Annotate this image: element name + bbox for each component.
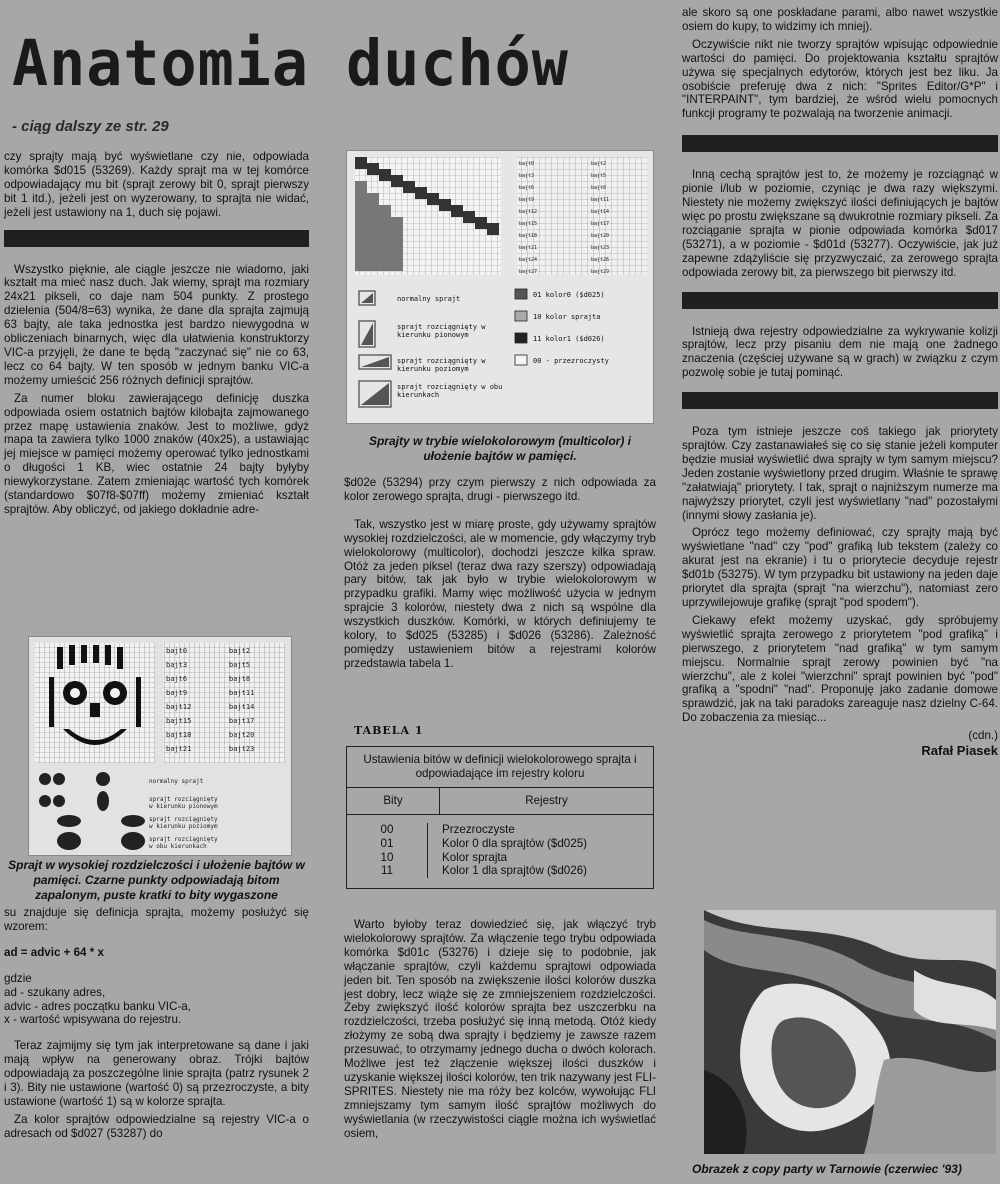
svg-text:bajt8: bajt8	[591, 185, 607, 191]
photo-image	[704, 910, 996, 1154]
svg-text:bajt6: bajt6	[519, 185, 535, 191]
svg-text:bajt2: bajt2	[229, 647, 251, 655]
figure-multicolor-sprite	[346, 150, 654, 424]
svg-text:bajt17: bajt17	[229, 717, 255, 725]
paragraph: Wszystko pięknie, ale ciągle jeszcze nie wiadomo, jaki kształt ma mieć nasz duch. Jak wiemy, sprajt ma rozmiary 24x21 pikseli, co daje nam 504 punkty. Z prostego dzielenia (504/8=63) wynika, że dane dla sprajta zajmują 63 bajty, ale taka jednostka jest bardzo niewygodna w obliczeniach binarnych, więc dla ułatwienia konstruktorzy VIC-a przyjęli, że dane te będą "zaczynać się" nie co 63, lecz co 64 bajty. W ten sposób w jednym banku VIC-a możemy umieścić 256 różnych definicji sprajtów.	[4, 262, 309, 387]
section-divider	[682, 392, 998, 409]
definition-label: gdzie	[4, 971, 32, 985]
paragraph: ale skoro są one poskładane parami, albo nawet wszystkie osiem do kupy, to widzimy ich mniej).	[682, 6, 998, 33]
svg-text:bajt20: bajt20	[591, 233, 610, 239]
section-divider	[682, 135, 998, 152]
legend-label: sprajt rozciągnięty w obu kierunkach	[397, 383, 503, 400]
paragraph: su znajduje się definicja sprajta, możemy posłużyć się wzorem:	[4, 906, 309, 933]
continued-note: (cdn.)	[968, 729, 998, 743]
svg-text:sprajt rozciągnięty: sprajt rozciągnięty	[149, 816, 218, 823]
figure-hires-sprite	[28, 636, 292, 856]
bits-legend-label: 10 kolor sprajta	[533, 313, 601, 321]
paragraph: Tak, wszystko jest w miarę proste, gdy używamy sprajtów wysokiej rozdzielczości, ale w momencie, gdy włączymy tryb wielokolorowy (multicolor), dochodzi jeszcze kilka spraw. Otóż za jeden piksel (teraz dwa razy szerszy) odpowiadają pary bitów, tak jak było w trybie wielokolorowym w przypadku grafiki. Mamy więc możliwość użycia w jednym sprajcie 3 kolorów, niestety dwa z nich są wspólne dla wszystkich duszków. Komórki, w których definiujemy te kolory, to $d025 (53285) i $d026 (53286). Zależność pomiędzy ustawieniem bitów a rejestrami kolorów przedstawia tabela 1.	[344, 517, 656, 670]
paragraph: Oprócz tego możemy definiować, czy sprajty mają być wyświetlane "nad" czy "pod" grafiką lub tekstem (zależy co akurat jest na ekranie) i tu o priorytecie decyduje rejestr $d01b (53275). W tym przypadku bit ustawiony na jeden daje priorytet dla sprajta (sprajt "na wierzchu"), natomiast zero uprzywilejowuje grafikę (sprajt "pod spodem").	[682, 526, 998, 609]
svg-text:bajt18: bajt18	[519, 233, 538, 239]
paragraph: Oczywiście nikt nie tworzy sprajtów wpisując odpowiednie wartości do pamięci. Do projektowania kształtu sprajtów używa się specjalnych edytorów, których jest bez liku. Ja osobiście preferuję dwa z nich: "Sprites Editor/G*P" i "INTERPAINT", tym bardziej, że wśród wielu pomocnych funkcji programy te pozwalają na tworzenie animacji.	[682, 37, 998, 121]
svg-text:bajt12: bajt12	[166, 703, 192, 711]
bits-legend-label: 11 kolor1 ($d026)	[533, 335, 605, 343]
svg-text:bajt24: bajt24	[519, 257, 538, 263]
svg-text:bajt15: bajt15	[519, 221, 538, 227]
paragraph: Inną cechą sprajtów jest to, że możemy je rozciągnąć w pionie i/lub w poziomie, czyniąc je dwa razy większymi. Niestety nie możemy zwiększyć ilości definiujących je bajtów więc po prostu zwiększane są dwukrotnie rozmiary pikseli. Za rozciąganie sprajta w pionie odpowiada komórka $d017 (53271), a w poziomie - $d01d (53277). Oczywiście, jak już zapewne zdążyliście się przyzwyczaić, za zerowego sprajta odpowiada zerowy bit, za pierwszego bit pierwszy itd.	[682, 168, 998, 279]
formula: ad = advic + 64 * x	[4, 945, 104, 959]
photo-caption: Obrazek z copy party w Tarnowie (czerwiec '93)	[692, 1162, 962, 1176]
bits-legend-label: 01 kolor0 ($d025)	[533, 291, 605, 299]
legend-label: sprajt rozciągnięty w kierunku pionowym	[397, 323, 486, 340]
svg-text:bajt5: bajt5	[229, 661, 251, 669]
subtitle: - ciąg dalszy ze str. 29	[12, 118, 169, 135]
svg-text:bajt5: bajt5	[591, 173, 607, 179]
table-cell: 10	[380, 850, 394, 864]
paragraph: Za numer bloku zawierającego definicję duszka odpowiada osiem ostatnich bajtów kilobajta zajmowanego przez mapę ustawienia znaków. Jest to możliwe, gdyż mapa ta zawiera tylko 1000 znaków (40x25), a ustawiając jej miejsce w pamięci możemy operować tylko jednostkami o długości 1 KB, wiec ostatnie 24 bajty byłyby niewykorzystane. Zatem zmieniając wartość tych komórek (standardowo $07f8-$07ff) możemy zmieniać kształt sprajtów. Aby obliczyć, od jakiego dokładnie adre-	[4, 391, 309, 516]
svg-text:normalny sprajt: normalny sprajt	[149, 778, 204, 785]
paragraph: Teraz zajmijmy się tym jak interpretowane są dane i jaki mają wpływ na generowany obraz. Trójki bajtów odpowiadają za poszczególne linie sprajta (patrz rysunek 2 i 3). Bity nie ustawione (wartość 0) są przezroczyste, a bity ustawione (wartość 1) są w kolorze sprajta.	[4, 1039, 309, 1108]
table-cell: 01	[380, 836, 394, 850]
svg-text:bajt14: bajt14	[229, 703, 255, 711]
section-divider	[682, 292, 998, 309]
section-divider	[4, 230, 309, 247]
svg-text:bajt9: bajt9	[519, 197, 535, 203]
svg-text:bajt15: bajt15	[166, 717, 192, 725]
definition-line: x - wartość wpisywana do rejestru.	[4, 1013, 182, 1027]
svg-text:bajt21: bajt21	[166, 745, 192, 753]
paragraph: $d02e (53294) przy czym pierwszy z nich odpowiada za kolor zerowego sprajta, drugi - pierwszego itd.	[344, 476, 656, 503]
paragraph: Poza tym istnieje jeszcze coś takiego jak priorytety sprajtów. Czy zastanawiałeś się co się stanie jeżeli komputer będzie musiał wyświetlić dwa sprajty w tym samym miejscu? Jeden zostanie wyświetlony przed drugim. Właśnie te sprawę "załatwiają" priorytety. I tak, sprajt o najniższym numerze ma najwyższy priorytet, czyli jest wyświetlany "nad" pozostałymi (innymi słowy zasłania je).	[682, 425, 998, 522]
svg-text:bajt3: bajt3	[519, 173, 535, 179]
photo-copy-party	[704, 910, 996, 1154]
svg-text:bajt26: bajt26	[591, 257, 610, 263]
legend-label: sprajt rozciągnięty w kierunku poziomym	[397, 357, 486, 374]
svg-text:bajt11: bajt11	[229, 689, 255, 697]
svg-text:sprajt rozciągnięty: sprajt rozciągnięty	[149, 836, 218, 843]
paragraph: Ciekawy efekt możemy uzyskać, gdy spróbujemy wyświetlić sprajta zerowego z priorytetem "pod grafiką" i pierwszego, z priorytetem "nad grafiką" w tym samym miejscu. Normalnie sprajt zerowy powinien być "na wierzchu", ale z kolei "wierzchni" sprajt powinien być "pod" grafiką a "spodni" "nad". Proponuję jako zadanie domowe sprawdzić, jak na taki paradoks zareaguje nasz dzielny C-64. Do zobaczenia za miesiąc...	[682, 613, 998, 725]
page-title: Anatomia duchów	[12, 27, 569, 101]
definition-line: ad - szukany adres,	[4, 985, 106, 999]
svg-text:bajt0: bajt0	[166, 647, 188, 655]
table-cell: 11	[380, 864, 394, 878]
table-cell: Przezroczyste	[442, 822, 515, 836]
author-signature: Rafał Piasek	[921, 743, 998, 759]
sprite-face-image	[29, 637, 291, 855]
svg-text:w obu kierunkach: w obu kierunkach	[149, 843, 207, 850]
table-1	[346, 746, 654, 889]
svg-text:bajt9: bajt9	[166, 689, 188, 697]
paragraph: czy sprajty mają być wyświetlane czy nie, odpowiada komórka $d015 (53269). Każdy sprajt ma w tej komórce odpowiadający mu bit (sprajt zerowy bit 0, sprajt pierwszy bit 1 itd.), jeżeli jest on wyzerowany, to sprajta nie widać, jeżeli jest ustawiony na 1, duch się pojawi.	[4, 150, 309, 219]
svg-text:bajt27: bajt27	[519, 269, 538, 275]
svg-text:w kierunku poziomym: w kierunku poziomym	[149, 823, 218, 830]
figure-caption: Sprajty w trybie wielokolorowym (multicolor) i ułożenie bajtów w pamięci.	[368, 434, 632, 463]
svg-text:bajt23: bajt23	[229, 745, 255, 753]
svg-text:bajt0: bajt0	[519, 161, 535, 167]
svg-text:bajt29: bajt29	[591, 269, 610, 275]
svg-text:bajt20: bajt20	[229, 731, 255, 739]
svg-text:bajt18: bajt18	[166, 731, 192, 739]
svg-text:bajt14: bajt14	[591, 209, 610, 215]
figure-caption: Sprajt w wysokiej rozdzielczości i ułożenie bajtów w pamięci. Czarne punkty odpowiadają bitom zapalonym, puste kratki to bity wygaszone	[8, 858, 305, 902]
svg-text:bajt12: bajt12	[519, 209, 538, 215]
table-cell: Kolor 1 dla sprajtów ($d026)	[442, 864, 588, 878]
table-heading: Ustawienia bitów w definicji wielokolorowego sprajta i odpowiadające im rejestry koloru	[347, 747, 653, 788]
paragraph: Warto byłoby teraz dowiedzieć się, jak włączyć tryb wielokolorowy sprajtów. Za włączenie tego trybu odpowiada komórka $d01c (53276) i dzieje się to podobnie, jak włączanie sprajtów, czyli każdemu sprajtowi odpowiada jeden bit. Ten sposób na zwiększenie ilości kolorów duszka jest dobry, lecz wiąże się ze zmniejszeniem rozdzielczości. Żeby zwiększyć ilość kolorów sprajta bez uszczerbku na rozdzielczości, trzeba posłużyć się inną metodą. Otóż kiedy złożymy ze sobą dwa sprajty i będziemy je zawsze razem przesuwać, to otrzymamy jednego ducha o dwóch kolorach. Możliwe jest też złączenie większej ilości duszków i uzyskanie większej ilości kolorów, ten trik nazywany jest FLI-SPRITES. Niestety nie ma róży bez kolców, wywołując FLI zmniejszamy tym samym ilość sprajtów możliwych do wyświetlania (w rzeczywistości ciągle można ich wyświetlać osiem,	[344, 918, 656, 1140]
table-cell: Kolor sprajta	[442, 850, 508, 864]
table-cell: Kolor 0 dla sprajtów ($d025)	[442, 836, 588, 850]
definition-line: advic - adres początku banku VIC-a,	[4, 999, 191, 1013]
table-cell: 00	[380, 822, 394, 836]
bits-legend-label: 00 - przezroczysty	[533, 357, 609, 365]
table-label: TABELA 1	[354, 724, 424, 737]
svg-text:bajt17: bajt17	[591, 221, 610, 227]
table-registers-column	[428, 823, 653, 879]
svg-text:bajt8: bajt8	[229, 675, 251, 683]
legend-label: normalny sprajt	[397, 295, 461, 303]
svg-text:bajt2: bajt2	[591, 161, 607, 167]
svg-text:bajt21: bajt21	[519, 245, 538, 251]
svg-text:sprajt rozciągnięty: sprajt rozciągnięty	[149, 796, 218, 803]
svg-text:bajt3: bajt3	[166, 661, 188, 669]
table-bits-column	[347, 823, 428, 879]
svg-text:bajt23: bajt23	[591, 245, 610, 251]
paragraph: Za kolor sprajtów odpowiedzialne są rejestry VIC-a o adresach od $d027 (53287) do	[4, 1112, 309, 1140]
paragraph: Istnieją dwa rejestry odpowiedzialne za wykrywanie kolizji sprajtów, lecz przy pisaniu dem nie mają one żadnego znaczenia (częściej używane są w grach) w związku z czym pozwolę sobie je tutaj pominąć.	[682, 324, 998, 380]
table-header-registers: Rejestry	[525, 793, 568, 807]
svg-text:bajt6: bajt6	[166, 675, 188, 683]
table-header-bits: Bity	[347, 788, 440, 814]
svg-text:w kierunku pionowym: w kierunku pionowym	[149, 803, 218, 810]
svg-text:bajt11: bajt11	[591, 197, 610, 203]
